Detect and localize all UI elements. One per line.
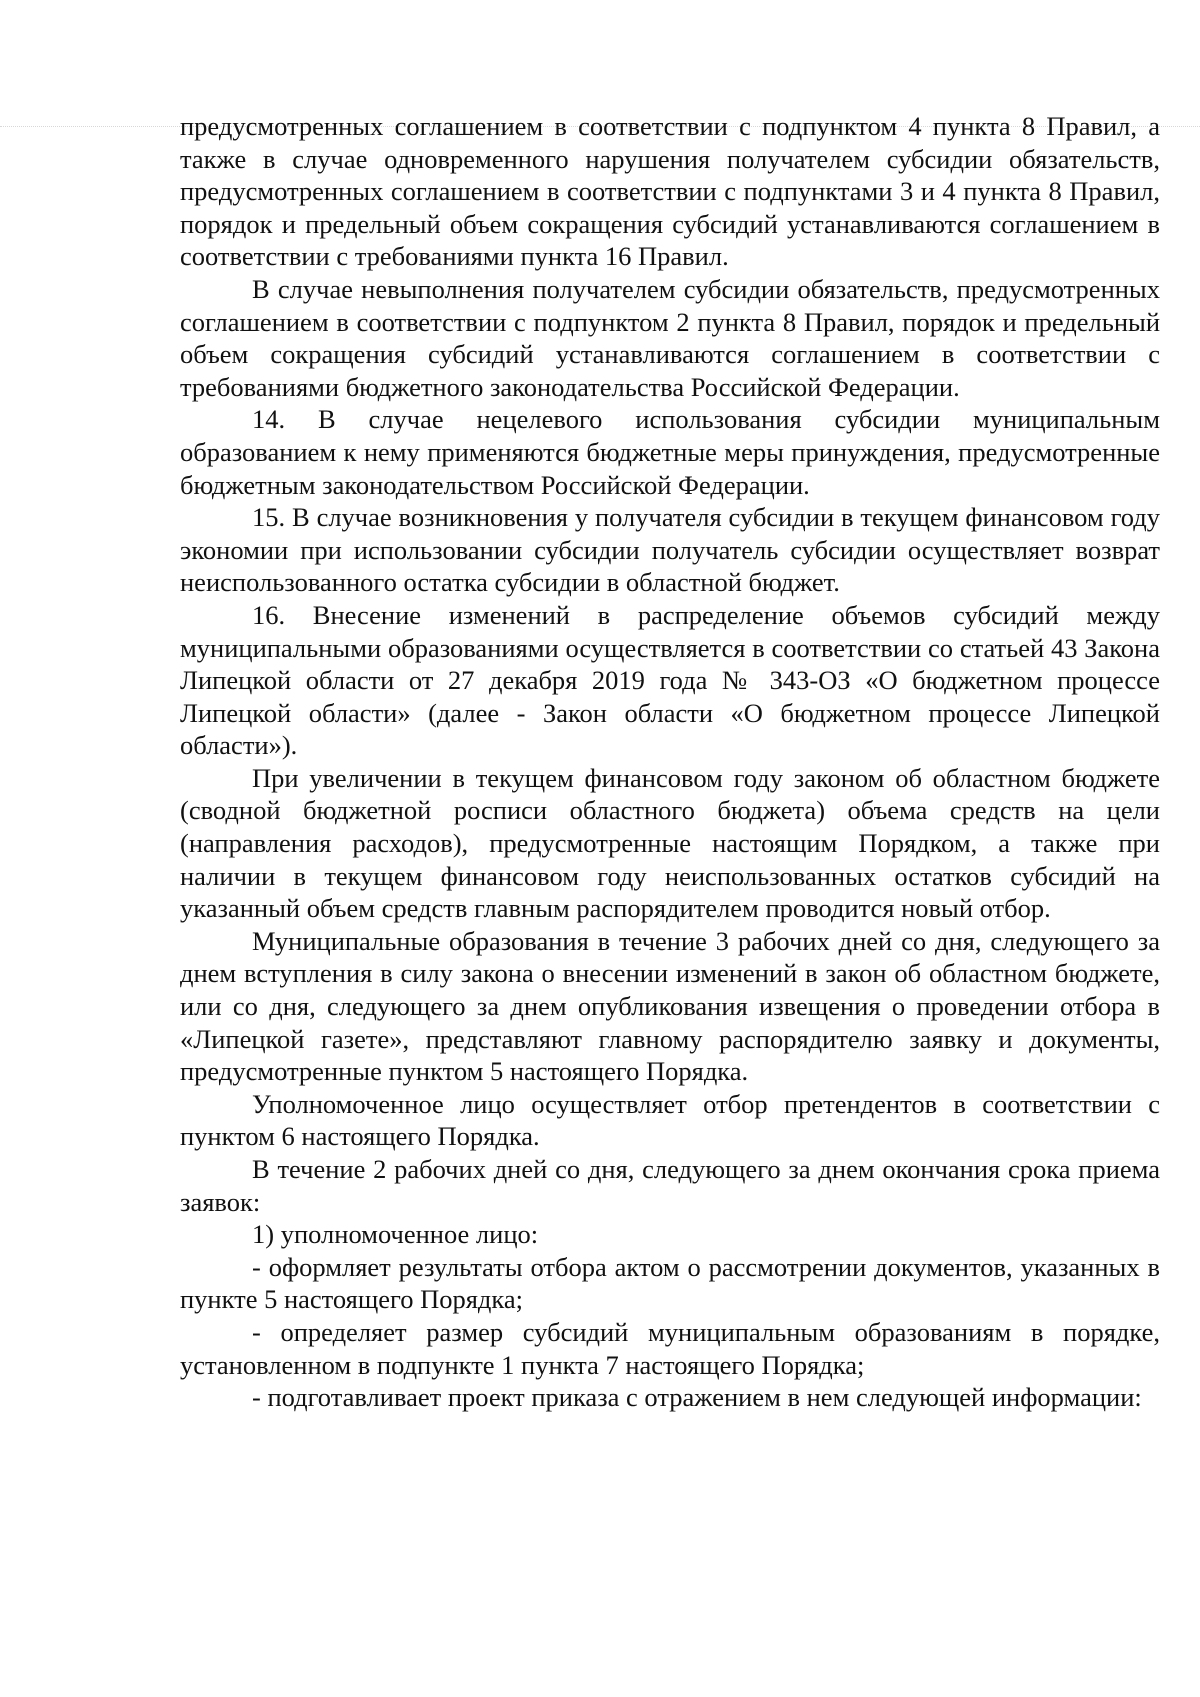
paragraph-item-15: 15. В случае возникновения у получателя субсидии в текущем финансовом году экономии при использовании субсидии получатель субсидии осуществляет возврат неиспользованного остатка субсидии в областной бюджет. [180, 502, 1160, 598]
document-body [180, 110, 1160, 1414]
paragraph-deadline: В течение 2 рабочих дней со дня, следующего за днем окончания срока приема заявок: [180, 1154, 1160, 1217]
list-item-act: - оформляет результаты отбора актом о рассмотрении документов, указанных в пункте 5 настоящего Порядка; [180, 1251, 1160, 1315]
paragraph-noncompliance: В случае невыполнения получателем субсидии обязательств, предусмотренных соглашением в соответствии с подпунктом 2 пункта 8 Правил, порядок и предельный объем сокращения субсидий устанавливаются соглашением в соответствии с требованиями бюджетного законодательства Российской Федерации. [180, 273, 1160, 402]
paragraph-item-16: 16. Внесение изменений в распределение объемов субсидий между муниципальными образованиями осуществляется в соответствии со статьей 43 Закона Липецкой области от 27 декабря 2019 года № 343-ОЗ «О бюджетном процессе Липецкой области» (далее - Закон области «О бюджетном процессе Липецкой области»). [180, 599, 1160, 761]
list-item-subsidy-size: - определяет размер субсидий муниципальным образованиям в порядке, установленном в подпункте 1 пункта 7 настоящего Порядка; [180, 1316, 1160, 1380]
list-item-authorized-person: 1) уполномоченное лицо: [252, 1219, 539, 1250]
paragraph-budget-increase: При увеличении в текущем финансовом году законом об областном бюджете (сводной бюджетной росписи областного бюджета) объема средств на цели (направления расходов), предусмотренные настоящим Порядком, а также при наличии в текущем финансовом году неиспользованных остатков субсидий на указанный объем средств главным распорядителем проводится новый отбор. [180, 762, 1160, 924]
paragraph-municipal-applications: Муниципальные образования в течение 3 рабочих дней со дня, следующего за днем вступления в силу закона о внесении изменений в закон об областном бюджете, или со дня, следующего за днем опубликования извещения о проведении отбора в «Липецкой газете», представляют главному распорядителю заявку и документы, предусмотренные пунктом 5 настоящего Порядка. [180, 925, 1160, 1087]
paragraph-item-14: 14. В случае нецелевого использования субсидии муниципальным образованием к нему применяются бюджетные меры принуждения, предусмотренные бюджетным законодательством Российской Федерации. [180, 404, 1160, 500]
paragraph-continuation: предусмотренных соглашением в соответствии с подпунктом 4 пункта 8 Правил, а также в случае одновременного нарушения получателем субсидии обязательств, предусмотренных соглашением в соответствии с подпунктами 3 и 4 пункта 8 Правил, порядок и предельный объем сокращения субсидий устанавливаются соглашением в соответствии с требованиями пункта 16 Правил. [180, 111, 1160, 272]
paragraph-selection: Уполномоченное лицо осуществляет отбор претендентов в соответствии с пунктом 6 настоящего Порядка. [180, 1088, 1160, 1152]
list-item-draft-order: - подготавливает проект приказа с отражением в нем следующей информации: [252, 1382, 1142, 1413]
